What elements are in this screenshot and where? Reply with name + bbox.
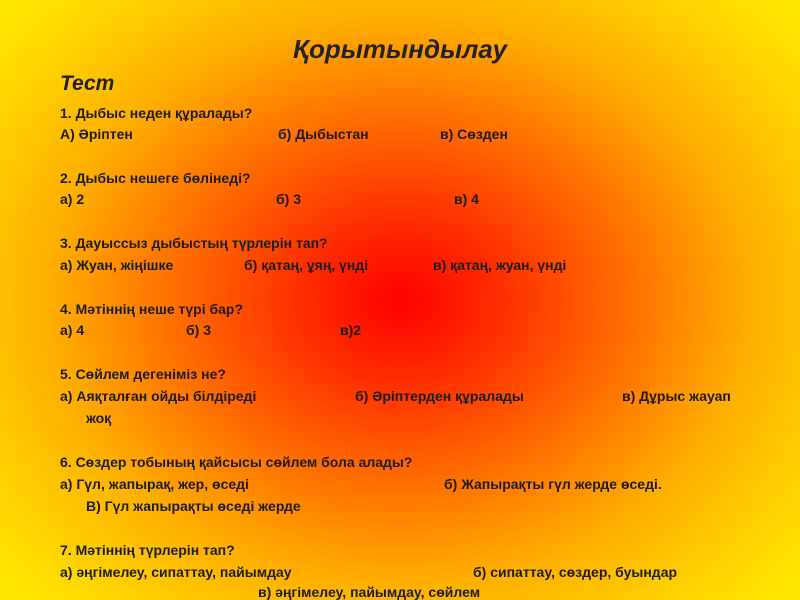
q2-option-a: а) 2 bbox=[60, 191, 85, 207]
q2-option-b: б) 3 bbox=[276, 191, 301, 207]
q3-option-b: б) қатаң, ұяң, үнді bbox=[244, 257, 369, 273]
slide-subtitle: Тест bbox=[60, 72, 115, 95]
q6-option-b: б) Жапырақты гүл жерде өседі. bbox=[444, 476, 662, 492]
question-7: 7. Мәтіннің түрлерін тап? bbox=[60, 542, 235, 558]
q5-option-c: в) Дұрыс жауап bbox=[622, 388, 731, 404]
question-2: 2. Дыбыс нешеге бөлінеді? bbox=[60, 170, 251, 186]
question-3: 3. Дауыссыз дыбыстың түрлерін тап? bbox=[60, 235, 328, 251]
q7-option-b: б) сипаттау, сөздер, буындар bbox=[473, 564, 678, 580]
q3-option-c: в) қатаң, жуан, үнді bbox=[433, 257, 567, 273]
q1-option-c: в) Сөзден bbox=[440, 126, 508, 142]
q7-option-c: в) әңгімелеу, пайымдау, сөйлем bbox=[258, 584, 481, 600]
question-6: 6. Сөздер тобының қайсысы сөйлем бола алады? bbox=[60, 454, 413, 470]
question-5: 5. Сөйлем дегеніміз не? bbox=[60, 366, 226, 382]
q5-option-b: б) Әріптерден құралады bbox=[355, 388, 524, 404]
question-1: 1. Дыбыс неден құралады? bbox=[60, 105, 253, 121]
q6-option-c: В) Гүл жапырақты өседі жерде bbox=[86, 498, 301, 514]
q3-option-a: а) Жуан, жіңішке bbox=[60, 257, 174, 273]
q4-option-c: в)2 bbox=[340, 322, 362, 338]
q6-option-a: а) Гүл, жапырақ, жер, өседі bbox=[60, 476, 249, 492]
q4-option-a: а) 4 bbox=[60, 322, 85, 338]
q5-option-c-continued: жоқ bbox=[86, 410, 112, 426]
q5-option-a: а) Аяқталған ойды білдіреді bbox=[60, 388, 257, 404]
question-4: 4. Мәтіннің неше түрі бар? bbox=[60, 301, 244, 317]
slide-title: Қорытындылау bbox=[292, 34, 507, 64]
q1-option-a: А) Әріптен bbox=[60, 126, 133, 142]
q1-option-b: б) Дыбыстан bbox=[278, 126, 369, 142]
q7-option-a: а) әңгімелеу, сипаттау, пайымдау bbox=[60, 564, 292, 580]
q2-option-c: в) 4 bbox=[454, 191, 479, 207]
q4-option-b: б) 3 bbox=[186, 322, 211, 338]
